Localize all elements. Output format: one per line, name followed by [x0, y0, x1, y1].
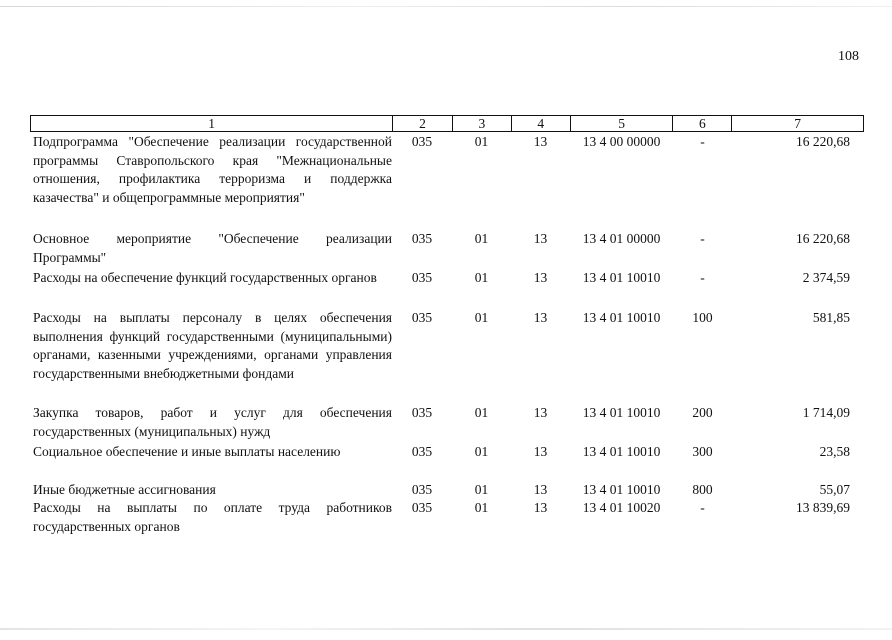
row-col-6: 100 — [692, 310, 713, 325]
table-row — [30, 404, 864, 441]
row-col-2: 035 — [411, 231, 433, 246]
row-name: Закупка товаров, работ и услуг для обеспечения государственных (муниципальных) нужд — [33, 405, 392, 439]
row-col-7: 16 220,68 — [796, 231, 850, 246]
row-name: Иные бюджетные ассигнования — [33, 482, 216, 497]
row-col-4: 13 — [533, 444, 548, 459]
row-col-7: 581,85 — [812, 310, 850, 325]
row-col-6: - — [700, 231, 705, 246]
row-col-2: 035 — [411, 405, 433, 420]
row-col-5: 13 4 01 10020 — [582, 500, 661, 515]
row-col-5: 13 4 01 10010 — [582, 310, 661, 325]
table-row — [30, 309, 864, 383]
row-col-4: 13 — [533, 310, 548, 325]
table-row — [30, 230, 864, 267]
row-col-4: 13 — [533, 500, 548, 515]
scan-edge-top — [0, 6, 892, 7]
row-col-3: 01 — [474, 482, 489, 497]
row-name: Расходы на выплаты по оплате труда работников государственных органов — [33, 500, 392, 534]
page-number: 108 — [838, 49, 859, 64]
row-col-7: 23,58 — [819, 444, 850, 459]
row-col-4: 13 — [533, 482, 548, 497]
header-col-7: 7 — [731, 116, 863, 131]
row-col-6: - — [700, 500, 705, 515]
scan-edge-bottom — [0, 628, 892, 630]
header-col-1: 1 — [208, 116, 215, 131]
row-col-2: 035 — [411, 134, 433, 149]
row-name: Подпрограмма "Обеспечение реализации государственной программы Ставропольского края "Межнациональные отношения, профилактика терроризма и поддержка казачества" и общепрограммные мероприятия" — [33, 134, 392, 205]
row-col-3: 01 — [474, 310, 489, 325]
row-col-5: 13 4 01 10010 — [582, 270, 661, 285]
row-col-4: 13 — [533, 405, 548, 420]
header-col-6: 6 — [672, 116, 731, 131]
row-col-3: 01 — [474, 405, 489, 420]
table-row — [30, 481, 864, 500]
row-col-6: - — [700, 134, 705, 149]
row-col-2: 035 — [411, 444, 433, 459]
row-col-6: - — [700, 270, 705, 285]
row-name: Расходы на выплаты персоналу в целях обеспечения выполнения функций государственными (муниципальными) органами, казенными учреждениями, органами управления государственными внебюджетными фондами — [33, 310, 392, 381]
row-col-3: 01 — [474, 134, 489, 149]
row-col-6: 300 — [692, 444, 713, 459]
row-col-5: 13 4 00 00000 — [582, 134, 661, 149]
row-name: Расходы на обеспечение функций государственных органов — [33, 270, 377, 285]
row-col-7: 2 374,59 — [802, 270, 850, 285]
row-name: Основное мероприятие "Обеспечение реализации Программы" — [33, 231, 392, 265]
row-col-5: 13 4 01 10010 — [582, 444, 661, 459]
row-col-3: 01 — [474, 270, 489, 285]
row-col-6: 200 — [692, 405, 713, 420]
table-row — [30, 133, 864, 207]
row-col-3: 01 — [474, 500, 489, 515]
row-col-4: 13 — [533, 270, 548, 285]
row-col-3: 01 — [474, 444, 489, 459]
header-col-5: 5 — [570, 116, 673, 131]
header-col-2: 2 — [392, 116, 452, 131]
row-col-2: 035 — [411, 310, 433, 325]
row-col-2: 035 — [411, 500, 433, 515]
row-col-6: 800 — [692, 482, 713, 497]
table-header — [30, 115, 864, 132]
row-col-7: 1 714,09 — [802, 405, 850, 420]
table-row — [30, 499, 864, 536]
row-col-7: 13 839,69 — [796, 500, 850, 515]
table-row — [30, 269, 864, 288]
row-col-3: 01 — [474, 231, 489, 246]
row-name: Социальное обеспечение и иные выплаты населению — [33, 444, 341, 459]
row-col-4: 13 — [533, 231, 548, 246]
row-col-4: 13 — [533, 134, 548, 149]
row-col-2: 035 — [411, 482, 433, 497]
row-col-5: 13 4 01 00000 — [582, 231, 661, 246]
row-col-5: 13 4 01 10010 — [582, 482, 661, 497]
row-col-7: 16 220,68 — [796, 134, 850, 149]
row-col-5: 13 4 01 10010 — [582, 405, 661, 420]
row-col-2: 035 — [411, 270, 433, 285]
table-row — [30, 443, 864, 462]
row-col-7: 55,07 — [819, 482, 850, 497]
header-col-4: 4 — [511, 116, 570, 131]
header-col-3: 3 — [452, 116, 511, 131]
